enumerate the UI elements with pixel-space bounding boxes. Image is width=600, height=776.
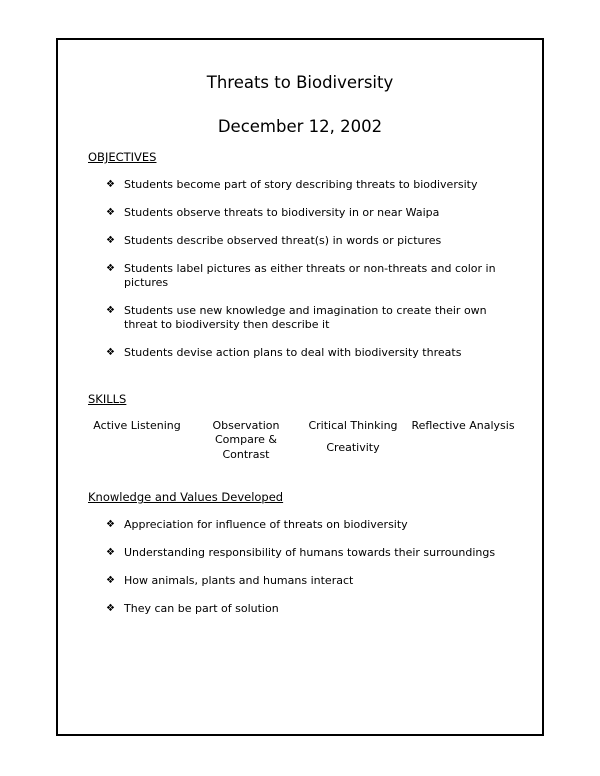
list-item: ❖ Students label pictures as either threats or non-threats and color in pictures	[106, 262, 496, 289]
skill-compare-contrast: Compare & Contrast	[215, 433, 277, 461]
diamond-bullet-icon: ❖	[106, 603, 115, 614]
diamond-bullet-icon: ❖	[106, 347, 115, 358]
list-item: ❖ Students become part of story describing threats to biodiversity	[106, 178, 478, 191]
list-item: ❖ They can be part of solution	[106, 602, 279, 615]
knowledge-heading: Knowledge and Values Developed	[88, 490, 284, 504]
skill-reflective-analysis: Reflective Analysis	[411, 419, 515, 432]
diamond-bullet-icon: ❖	[106, 519, 115, 530]
page-border	[56, 38, 544, 736]
list-item: ❖ Appreciation for influence of threats on biodiversity	[106, 518, 408, 531]
skill-active-listening: Active Listening	[93, 419, 181, 432]
list-item: ❖ Students use new knowledge and imagination to create their own threat to biodiversity then describe it	[106, 304, 487, 331]
list-item: ❖ Students devise action plans to deal with biodiversity threats	[106, 346, 462, 359]
diamond-bullet-icon: ❖	[106, 575, 115, 586]
skills-heading: SKILLS	[88, 392, 127, 406]
objectives-list	[106, 178, 516, 360]
list-item: ❖ How animals, plants and humans interact	[106, 574, 354, 587]
skill-critical-thinking: Critical Thinking	[308, 419, 398, 432]
diamond-bullet-icon: ❖	[106, 305, 115, 316]
diamond-bullet-icon: ❖	[106, 179, 115, 190]
page-date: December 12, 2002	[217, 117, 383, 136]
diamond-bullet-icon: ❖	[106, 547, 115, 558]
page-title: Threats to Biodiversity	[206, 73, 394, 92]
list-item: ❖ Students describe observed threat(s) in words or pictures	[106, 234, 442, 247]
skill-observation: Observation	[212, 419, 280, 432]
diamond-bullet-icon: ❖	[106, 235, 115, 246]
objectives-heading: OBJECTIVES	[88, 150, 157, 164]
diamond-bullet-icon: ❖	[106, 263, 115, 274]
list-item: ❖ Students observe threats to biodiversity in or near Waipa	[106, 206, 440, 219]
list-item: ❖ Understanding responsibility of humans towards their surroundings	[106, 546, 496, 559]
skill-creativity: Creativity	[326, 441, 380, 454]
knowledge-list	[106, 518, 516, 616]
diamond-bullet-icon: ❖	[106, 207, 115, 218]
